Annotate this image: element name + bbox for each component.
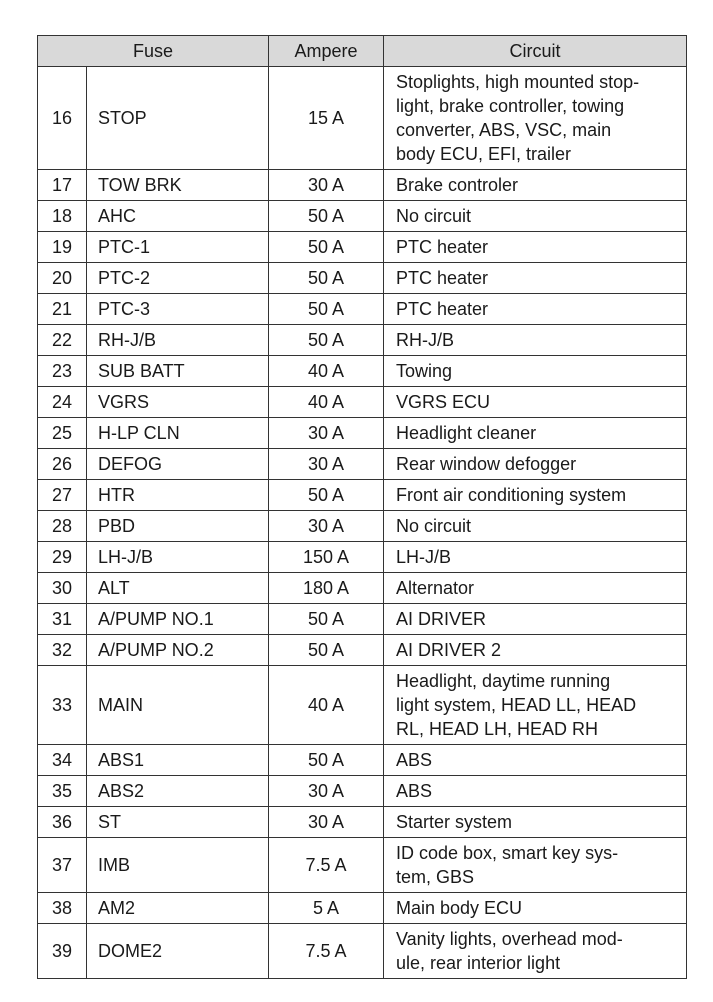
fuse-number: 21 xyxy=(38,294,87,325)
fuse-name: VGRS xyxy=(87,387,269,418)
fuse-name: PBD xyxy=(87,511,269,542)
fuse-number: 33 xyxy=(38,666,87,745)
table-row xyxy=(38,838,687,893)
fuse-circuit: No circuit xyxy=(384,201,687,232)
fuse-number: 20 xyxy=(38,263,87,294)
table-row xyxy=(38,294,687,325)
fuse-ampere: 30 A xyxy=(269,170,384,201)
table-row xyxy=(38,807,687,838)
fuse-number: 24 xyxy=(38,387,87,418)
fuse-circuit: Main body ECU xyxy=(384,893,687,924)
fuse-circuit: ID code box, smart key sys- tem, GBS xyxy=(384,838,687,893)
fuse-number: 34 xyxy=(38,745,87,776)
fuse-number: 37 xyxy=(38,838,87,893)
table-row xyxy=(38,325,687,356)
fuse-circuit: PTC heater xyxy=(384,294,687,325)
fuse-circuit: Towing xyxy=(384,356,687,387)
fuse-ampere: 50 A xyxy=(269,263,384,294)
fuse-circuit: AI DRIVER xyxy=(384,604,687,635)
fuse-circuit: Vanity lights, overhead mod- ule, rear interior light xyxy=(384,924,687,979)
fuse-ampere: 40 A xyxy=(269,387,384,418)
table-row xyxy=(38,263,687,294)
fuse-ampere: 50 A xyxy=(269,745,384,776)
fuse-name: H-LP CLN xyxy=(87,418,269,449)
fuse-ampere: 40 A xyxy=(269,666,384,745)
fuse-circuit: Alternator xyxy=(384,573,687,604)
fuse-ampere: 5 A xyxy=(269,893,384,924)
fuse-number: 32 xyxy=(38,635,87,666)
table-row xyxy=(38,232,687,263)
fuse-circuit: Brake controler xyxy=(384,170,687,201)
fuse-circuit: Headlight cleaner xyxy=(384,418,687,449)
fuse-name: A/PUMP NO.1 xyxy=(87,604,269,635)
fuse-name: ABS1 xyxy=(87,745,269,776)
fuse-name: MAIN xyxy=(87,666,269,745)
fuse-number: 23 xyxy=(38,356,87,387)
fuse-circuit: Front air conditioning system xyxy=(384,480,687,511)
table-row xyxy=(38,511,687,542)
fuse-ampere: 15 A xyxy=(269,67,384,170)
fuse-name: IMB xyxy=(87,838,269,893)
header-ampere: Ampere xyxy=(269,36,384,67)
table-row xyxy=(38,67,687,170)
fuse-circuit: VGRS ECU xyxy=(384,387,687,418)
header-circuit: Circuit xyxy=(384,36,687,67)
fuse-name: A/PUMP NO.2 xyxy=(87,635,269,666)
fuse-circuit: Rear window defogger xyxy=(384,449,687,480)
fuse-circuit: Headlight, daytime running light system, HEAD LL, HEAD RL, HEAD LH, HEAD RH xyxy=(384,666,687,745)
fuse-number: 30 xyxy=(38,573,87,604)
fuse-number: 27 xyxy=(38,480,87,511)
table-row xyxy=(38,480,687,511)
fuse-ampere: 50 A xyxy=(269,635,384,666)
table-row xyxy=(38,604,687,635)
fuse-ampere: 7.5 A xyxy=(269,924,384,979)
table-row xyxy=(38,418,687,449)
table-row xyxy=(38,893,687,924)
fuse-name: PTC-1 xyxy=(87,232,269,263)
fuse-name: DEFOG xyxy=(87,449,269,480)
table-row xyxy=(38,449,687,480)
fuse-ampere: 50 A xyxy=(269,201,384,232)
fuse-name: AHC xyxy=(87,201,269,232)
fuse-ampere: 7.5 A xyxy=(269,838,384,893)
fuse-number: 28 xyxy=(38,511,87,542)
fuse-name: ST xyxy=(87,807,269,838)
fuse-ampere: 30 A xyxy=(269,776,384,807)
table-row xyxy=(38,573,687,604)
fuse-ampere: 30 A xyxy=(269,418,384,449)
fuse-ampere: 30 A xyxy=(269,807,384,838)
fuse-ampere: 50 A xyxy=(269,232,384,263)
fuse-circuit: PTC heater xyxy=(384,263,687,294)
fuse-number: 26 xyxy=(38,449,87,480)
table-row xyxy=(38,356,687,387)
fuse-number: 31 xyxy=(38,604,87,635)
fuse-circuit: PTC heater xyxy=(384,232,687,263)
fuse-circuit: No circuit xyxy=(384,511,687,542)
fuse-number: 16 xyxy=(38,67,87,170)
table-row xyxy=(38,170,687,201)
fuse-number: 35 xyxy=(38,776,87,807)
table-row xyxy=(38,666,687,745)
fuse-table xyxy=(37,35,687,979)
fuse-ampere: 40 A xyxy=(269,356,384,387)
fuse-circuit: Starter system xyxy=(384,807,687,838)
fuse-number: 36 xyxy=(38,807,87,838)
fuse-ampere: 50 A xyxy=(269,325,384,356)
fuse-ampere: 50 A xyxy=(269,480,384,511)
fuse-name: LH-J/B xyxy=(87,542,269,573)
table-row xyxy=(38,387,687,418)
fuse-name: STOP xyxy=(87,67,269,170)
fuse-circuit: Stoplights, high mounted stop- light, brake controller, towing converter, ABS, VSC, main body ECU, EFI, trailer xyxy=(384,67,687,170)
fuse-ampere: 30 A xyxy=(269,511,384,542)
fuse-number: 39 xyxy=(38,924,87,979)
fuse-name: PTC-2 xyxy=(87,263,269,294)
fuse-circuit: LH-J/B xyxy=(384,542,687,573)
fuse-number: 18 xyxy=(38,201,87,232)
fuse-name: HTR xyxy=(87,480,269,511)
fuse-ampere: 180 A xyxy=(269,573,384,604)
fuse-number: 25 xyxy=(38,418,87,449)
fuse-number: 29 xyxy=(38,542,87,573)
fuse-ampere: 30 A xyxy=(269,449,384,480)
fuse-number: 19 xyxy=(38,232,87,263)
fuse-name: ABS2 xyxy=(87,776,269,807)
fuse-name: SUB BATT xyxy=(87,356,269,387)
fuse-name: ALT xyxy=(87,573,269,604)
table-row xyxy=(38,745,687,776)
fuse-name: DOME2 xyxy=(87,924,269,979)
fuse-name: PTC-3 xyxy=(87,294,269,325)
header-row xyxy=(38,36,687,67)
fuse-number: 22 xyxy=(38,325,87,356)
fuse-name: TOW BRK xyxy=(87,170,269,201)
fuse-ampere: 150 A xyxy=(269,542,384,573)
fuse-name: AM2 xyxy=(87,893,269,924)
fuse-circuit: ABS xyxy=(384,745,687,776)
header-fuse: Fuse xyxy=(38,36,269,67)
fuse-circuit: AI DRIVER 2 xyxy=(384,635,687,666)
fuse-circuit: ABS xyxy=(384,776,687,807)
fuse-number: 38 xyxy=(38,893,87,924)
table-row xyxy=(38,924,687,979)
fuse-name: RH-J/B xyxy=(87,325,269,356)
fuse-circuit: RH-J/B xyxy=(384,325,687,356)
table-row xyxy=(38,635,687,666)
table-row xyxy=(38,201,687,232)
fuse-ampere: 50 A xyxy=(269,604,384,635)
table-row xyxy=(38,542,687,573)
table-row xyxy=(38,776,687,807)
fuse-number: 17 xyxy=(38,170,87,201)
fuse-ampere: 50 A xyxy=(269,294,384,325)
